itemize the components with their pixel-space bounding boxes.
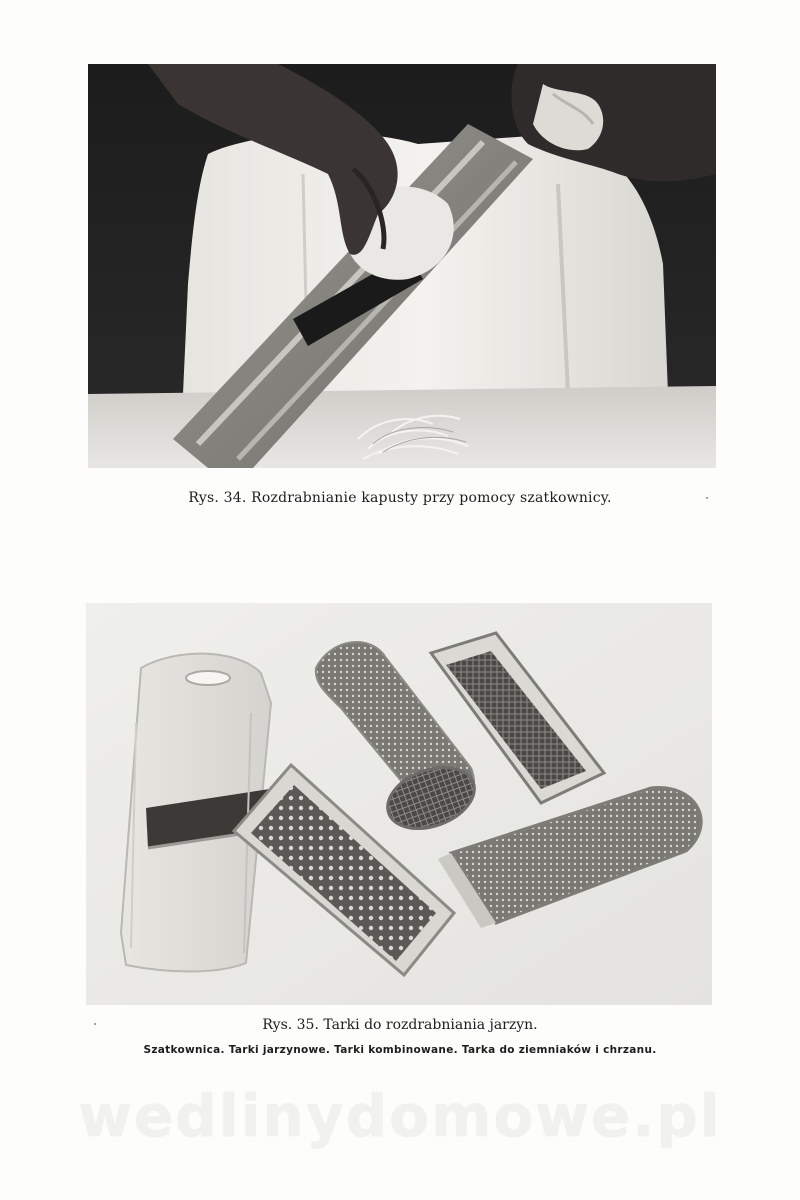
figure-34-photo [88,64,716,468]
print-speck [706,497,708,499]
print-speck [94,1023,96,1025]
figure-35-caption: Rys. 35. Tarki do rozdrabniania jarzyn. [262,1017,538,1033]
cabbage-shredding-image [88,64,716,468]
site-watermark: wedlinydomowe.pl [78,1082,722,1150]
figure-35-photo [86,603,712,1005]
figure-34-caption: Rys. 34. Rozdrabnianie kapusty przy pomocy szatkownicy. [188,490,612,506]
vegetable-graters-image [86,603,712,1005]
figure-35-subcaption: Szatkownica. Tarki jarzynowe. Tarki kombinowane. Tarka do ziemniaków i chrzanu. [143,1044,657,1056]
